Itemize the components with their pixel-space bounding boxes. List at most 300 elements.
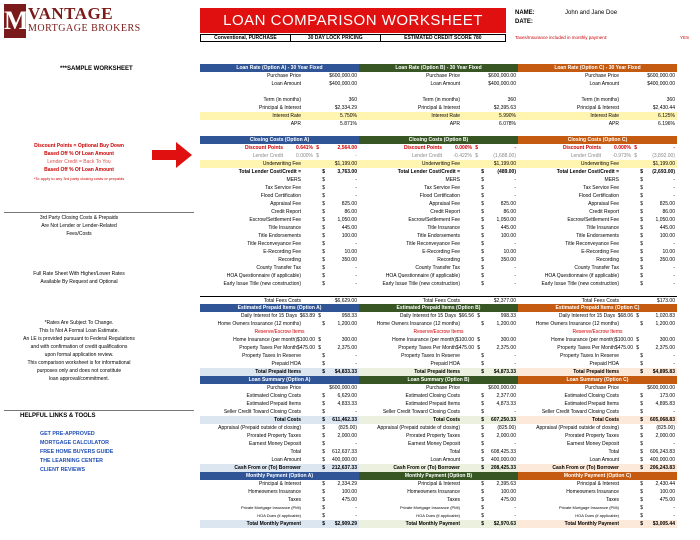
s_cash-value[interactable]: 206,243.83 [649,465,675,471]
disclaimer-6: This comparison worksheet is for informational [27,360,131,366]
rate-sheet-note-1: Full Rate Sheet With Higher/Lower Rates [33,271,125,277]
erecording-value[interactable]: 10.00 [503,249,516,255]
total_prepaid-value[interactable]: $4,873.33 [493,369,516,375]
s_cash-value[interactable]: 208,425.33 [490,465,516,471]
dollar-sign: $ [322,409,325,415]
county_tax-value[interactable]: - [514,265,516,271]
loan_amount-value[interactable]: $400,000.00 [488,81,516,87]
dollar-sign: $ [481,369,484,375]
early_issue-label: Early Issue Title (new construction) [382,281,460,287]
pmi-label: Private Mortgage Insurance (PMI) [399,505,460,510]
recording-value[interactable]: 350.00 [500,257,516,263]
prop_tax_reserve-label: Property Taxes In Reserve [242,353,301,359]
purchase_price-value[interactable]: $600,000.00 [329,73,357,79]
s_earnest-value[interactable]: - [514,441,516,447]
s_total-value[interactable]: 608,425.33 [490,449,516,455]
title_end-value[interactable]: 100.00 [341,233,357,239]
mp_hoi-value[interactable]: 100.00 [500,489,516,495]
row-appraisal_poc [518,424,677,432]
interest_rate-value[interactable]: 5.750% [340,113,357,119]
pi-value[interactable]: $2,395.63 [493,105,516,111]
dollar-sign: $ [322,281,325,287]
dollar-sign: $ [640,273,643,279]
lc_pct-value[interactable]: 0.000% [296,153,313,159]
underwriting-value[interactable]: $1,199.00 [652,161,675,167]
flood-value[interactable]: - [514,193,516,199]
dollar-sign: $ [634,153,637,159]
prepaid_hoa-value[interactable]: - [673,361,675,367]
s_purchase-value[interactable]: $600,000.00 [329,385,357,391]
s_seller-value[interactable]: - [355,409,357,415]
link-home-buyers-guide[interactable]: FREE HOME BUYERS GUIDE [40,449,114,455]
title_end-label: Title Endorsements [258,233,301,239]
apr-value[interactable]: 6.078% [499,121,516,127]
hoi_res_val-value: 300.00 [500,337,516,343]
row-pi [518,104,677,112]
dollar-sign: $ [636,345,639,351]
row-discount_points [200,144,359,152]
mp_total-value[interactable]: $3,005.44 [652,521,675,527]
total_monthly-label: Total Monthly Payment [246,521,301,527]
title_recon-value[interactable]: - [673,241,675,247]
credit_report-label: Credit Report [430,209,460,215]
s_seller-value[interactable]: - [673,409,675,415]
dollar-sign: $ [640,433,643,439]
cash_from_to-label: Cash From or (To) Borrower [552,465,619,471]
row-hoi_reserve [200,336,359,344]
row-prop_tax_reserve [359,352,518,360]
appraisal_poc-label: Appraisal (Prepaid outside of closing) [218,425,301,431]
interest_rate-value[interactable]: 5.990% [499,113,516,119]
dp_pct-value[interactable]: 0.641% [296,145,313,151]
row-tax_service [359,184,518,192]
dollar-sign: $ [322,265,325,271]
daily_rate-value[interactable]: $66.56 [458,313,474,319]
county_tax-value[interactable]: - [673,265,675,271]
row-loan_amount [200,456,359,464]
underwriting-label: Underwriting Fee [580,161,619,167]
mp_pmi-value[interactable]: - [514,505,516,511]
row-term [200,96,359,104]
dollar-sign: $ [481,409,484,415]
county_tax-label: County Transfer Tax [415,265,460,271]
dollar-sign: $ [640,209,643,215]
underwriting-value[interactable]: $1,199.00 [493,161,516,167]
term-value[interactable]: 360 [348,97,357,103]
row-sum_hdr: Loan Summary (Option B) [359,376,518,384]
row-mers [200,176,359,184]
discount_points-label: Discount Points [562,145,601,151]
row-credit_report [359,208,518,216]
row-lender_credit [359,152,518,160]
lender-credit-note-1: Lender Credit = Back To You [47,159,111,165]
row-recording [200,256,359,264]
escrow-value[interactable]: 1,050.00 [337,217,357,223]
row-loan_amount [518,80,677,88]
s_prepaid-value[interactable]: 4,895.83 [655,401,675,407]
total_prepaid-label: Total Prepaid Items [414,369,460,375]
county_tax-value[interactable]: - [355,265,357,271]
apr-value[interactable]: 6.196% [658,121,675,127]
early_issue-value[interactable]: - [514,281,516,287]
name-value[interactable]: John and Jane Doe [565,10,618,16]
daily_rate-value[interactable]: $63.89 [299,313,315,319]
link-mortgage-calculator[interactable]: MORTGAGE CALCULATOR [40,440,109,446]
purchase_price-value[interactable]: $600,000.00 [647,73,675,79]
tax_service-label: Tax Service Fee [583,185,619,191]
s_closing-value[interactable]: 173.00 [659,393,675,399]
logo-subtitle: MORTGAGE BROKERS [28,23,141,34]
mp_pi-value[interactable]: 2,395.63 [496,481,516,487]
escrow-value[interactable]: 1,050.00 [496,217,516,223]
hoa_q-value[interactable]: - [514,273,516,279]
s_loan-value[interactable]: 400,000.00 [649,457,675,463]
s_total_costs-value[interactable]: 607,250.33 [490,417,516,423]
erecording-value[interactable]: 10.00 [344,249,357,255]
dollar-sign: $ [322,225,325,231]
dollar-sign: $ [481,505,484,511]
dollar-sign: $ [481,265,484,271]
early_issue-value[interactable]: - [355,281,357,287]
lc_pct-value[interactable]: -0.422% [453,153,472,159]
dp_pct-value[interactable]: 0.000% [455,145,472,151]
est_closing-label: Estimated Closing Costs [405,393,460,399]
mp_taxes-value[interactable]: 475.00 [500,497,516,503]
dollar-sign: $ [640,369,643,375]
credit_report-value[interactable]: 86.00 [662,209,675,215]
taxes-label: Taxes [605,497,619,503]
dollar-sign: $ [640,393,643,399]
row-prepaid_hoa [200,360,359,368]
dollar-sign: $ [640,281,643,287]
pi-label: Principal & Interest [577,105,619,111]
title_end-value[interactable]: 100.00 [500,233,516,239]
lc_pct-value[interactable]: -0.973% [612,153,631,159]
hoi_reserve-label: Home Insurance (per month) [233,337,297,343]
hoi_res_rate-value[interactable]: $100.00 [614,337,633,343]
row-total_monthly [200,520,359,528]
est_prepaid-label: Estimated Prepaid Items [405,401,460,407]
row-cash_from_to [518,464,677,472]
s_appraisal-value[interactable]: (825.00) [338,425,357,431]
prepaid_hoa-label: Prepaid HOA [430,361,460,367]
cash_from_to-label: Cash From or (To) Borrower [234,465,301,471]
dollar-sign: $ [481,521,484,527]
row-total_fees [518,296,677,304]
term-value[interactable]: 360 [666,97,675,103]
hoi-value[interactable]: 1,200.00 [655,321,675,327]
mp_pi-value[interactable]: 2,334.29 [337,481,357,487]
logo [4,4,164,44]
dollar-sign: $ [316,145,319,151]
row-blank [200,128,359,136]
row-total_monthly [518,520,677,528]
disclaimer-2: This Is Not A Formal Loan Estimate. [39,328,119,334]
title_ins-value[interactable]: 445.00 [500,225,516,231]
pi-value[interactable]: $2,334.29 [334,105,357,111]
row-loan_amount [200,80,359,88]
row-title_ins [200,224,359,232]
dollar-sign: $ [640,361,643,367]
total_lender-value[interactable]: (489.00) [497,169,516,175]
early_issue-value[interactable]: - [673,281,675,287]
row-daily_interest [200,312,359,320]
dp_pct-value[interactable]: 0.000% [614,145,631,151]
link-get-pre-approved[interactable]: GET PRE-APPROVED [40,431,95,437]
appraisal-value[interactable]: 825.00 [500,201,516,207]
link-client-reviews[interactable]: CLIENT REVIEWS [40,467,86,473]
total_fees-value[interactable]: $6,629.00 [334,298,357,304]
row-underwriting [518,160,677,168]
row-term [359,96,518,104]
disclaimer-7: purposes only and does not constitute [36,368,122,374]
total_prepaid-value[interactable]: $4,895.83 [652,369,675,375]
title_end-label: Title Endorsements [417,233,460,239]
mp_hoa-value[interactable]: - [514,513,516,519]
row-earnest [200,440,359,448]
row-purchase_price [200,72,359,80]
term-label: Term (in months) [422,97,460,103]
title_recon-value[interactable]: - [514,241,516,247]
daily_rate-value[interactable]: $68.06 [617,313,633,319]
dollar-sign: $ [322,433,325,439]
total_fees-value[interactable]: $2,377.00 [493,298,516,304]
underwriting-label: Underwriting Fee [421,161,460,167]
dollar-sign: $ [481,257,484,263]
hoi_res_val-value: 300.00 [659,337,675,343]
mp_pmi-value[interactable]: - [673,505,675,511]
mp_hoa-value[interactable]: - [355,513,357,519]
mers-label: MERS [286,177,301,183]
dollar-sign: $ [481,281,484,287]
title_end-value[interactable]: 100.00 [659,233,675,239]
row-total_lender [518,168,677,176]
flood-value[interactable]: - [355,193,357,199]
tax_rate-value[interactable]: $475.00 [455,345,474,351]
s_loan-value[interactable]: 400,000.00 [490,457,516,463]
row-purchase_price [518,384,677,392]
row-total_prepaid [518,368,677,376]
hoi_res_rate-value[interactable]: $100.00 [296,337,315,343]
homeowners_ins-label: Homeowners Insurance [248,489,301,495]
prepaid_hoa-label: Prepaid HOA [271,361,301,367]
total_prepaid-value[interactable]: $4,833.33 [334,369,357,375]
tax_rate-value[interactable]: $475.00 [614,345,633,351]
s_closing-value[interactable]: 6,629.00 [337,393,357,399]
row-hoi [200,320,359,328]
s_total_costs-value[interactable]: 605,068.83 [649,417,675,423]
dollar-sign: $ [640,521,643,527]
s_purchase-value[interactable]: $600,000.00 [647,385,675,391]
total_lender-label: Total Lender Cost/Credit = [397,169,460,175]
tax_service-value[interactable]: - [355,185,357,191]
sample-label: ***SAMPLE WORKSHEET [60,66,133,72]
row-underwriting [359,160,518,168]
mp_taxes-value[interactable]: 475.00 [659,497,675,503]
appraisal-value[interactable]: 825.00 [341,201,357,207]
discount_points-label: Discount Points [403,145,442,151]
s_prorated-value[interactable]: 2,000.00 [337,433,357,439]
row-erecording [518,248,677,256]
s_seller-value[interactable]: - [514,409,516,415]
underwriting-value[interactable]: $1,199.00 [334,161,357,167]
s_cash-value[interactable]: 212,637.33 [331,465,357,471]
row-cash_from_to [200,464,359,472]
total_fees-value[interactable]: $173.00 [656,298,675,304]
early_issue-label: Early Issue Title (new construction) [541,281,619,287]
title_recon-label: Title Reconveyance Fee [565,241,619,247]
mers-value[interactable]: - [355,177,357,183]
tax_service-value[interactable]: - [514,185,516,191]
mp_taxes-value[interactable]: 475.00 [341,497,357,503]
prop_tax_reserve-value[interactable]: - [355,353,357,359]
s_appraisal-value[interactable]: (825.00) [656,425,675,431]
interest_rate-value[interactable]: 6.125% [658,113,675,119]
total_lender-value[interactable]: (2,693.00) [652,169,675,175]
lc_val-value: (3,892.00) [652,153,675,159]
dollar-sign: $ [640,249,643,255]
recording-value[interactable]: 350.00 [659,257,675,263]
mp_hoi-value[interactable]: 100.00 [659,489,675,495]
recording-value[interactable]: 350.00 [341,257,357,263]
option-c-column [518,64,677,528]
mp_pmi-value[interactable]: - [355,505,357,511]
dollar-sign: $ [640,505,643,511]
credit_report-value[interactable]: 86.00 [503,209,516,215]
row-homeowners_ins [518,488,677,496]
prepaid_hoa-value[interactable]: - [355,361,357,367]
hoi-label: Home Owners Insurance (12 months) [376,321,460,327]
mp_total-value[interactable]: $2,909.29 [334,521,357,527]
title_recon-value[interactable]: - [355,241,357,247]
pi-label: Principal & Interest [259,481,301,487]
pi-value[interactable]: $2,430.44 [652,105,675,111]
total_fees-label: Total Fees Costs [581,298,619,304]
s_prepaid-value[interactable]: 4,833.33 [337,401,357,407]
mp_total-value[interactable]: $2,970.63 [493,521,516,527]
hoi-value[interactable]: 1,200.00 [337,321,357,327]
flood-label: Flood Certification [260,193,301,199]
mp_pi-value[interactable]: 2,430.44 [655,481,675,487]
option-a-column [200,64,359,528]
prop_tax_reserve-value[interactable]: - [514,353,516,359]
hoa_q-value[interactable]: - [673,273,675,279]
s_earnest-value[interactable]: - [355,441,357,447]
link-learning-center[interactable]: THE LEARNING CENTER [40,458,103,464]
tax_rate-value[interactable]: $475.00 [296,345,315,351]
dollar-sign: $ [322,441,325,447]
apr-value[interactable]: 5.871% [340,121,357,127]
s_closing-value[interactable]: 2,377.00 [496,393,516,399]
dollar-sign: $ [322,321,325,327]
dollar-sign: $ [640,225,643,231]
s_loan-value[interactable]: 400,000.00 [331,457,357,463]
dollar-sign: $ [640,233,643,239]
dollar-sign: $ [640,417,643,423]
dollar-sign: $ [322,401,325,407]
prop_tax_reserve-value[interactable]: - [673,353,675,359]
s_prorated-value[interactable]: 2,000.00 [655,433,675,439]
dollar-sign: $ [481,457,484,463]
loan_amount-value[interactable]: $400,000.00 [329,81,357,87]
hoa_dues-label: HOA Dues (if applicable) [416,513,460,518]
earnest-label: Earnest Money Deposit [408,441,460,447]
tax_val-value: 2,375.00 [496,345,516,351]
title_ins-value[interactable]: 445.00 [341,225,357,231]
s_earnest-value[interactable]: - [673,441,675,447]
s_total-value[interactable]: 606,243.83 [649,449,675,455]
row-cc_hdr: Closing Costs (Option A) [200,136,359,144]
row-escrow [200,216,359,224]
s_appraisal-value[interactable]: (825.00) [497,425,516,431]
total_costs-label: Total Costs [592,417,619,423]
row-pi [359,104,518,112]
taxes-label: Taxes [287,497,301,503]
dollar-sign: $ [640,489,643,495]
row-apr [200,120,359,128]
prepaid_hoa-value[interactable]: - [514,361,516,367]
row-appraisal [200,200,359,208]
loan_amount-value[interactable]: $400,000.00 [647,81,675,87]
lender-credit-note-2: Based Off % Of Loan Amount [44,167,114,173]
title_ins-value[interactable]: 445.00 [659,225,675,231]
hoi_res_rate-value[interactable]: $100.00 [455,337,474,343]
dollar-sign: $ [322,465,325,471]
dollar-sign: $ [477,313,480,319]
row-discount_points [518,144,677,152]
hoi-value[interactable]: 1,200.00 [496,321,516,327]
recording-label: Recording [596,257,619,263]
hoa_q-value[interactable]: - [355,273,357,279]
row-loan_amount [518,456,677,464]
s_purchase-value[interactable]: $600,000.00 [488,385,516,391]
mers-value[interactable]: - [514,177,516,183]
appraisal_poc-label: Appraisal (Prepaid outside of closing) [536,425,619,431]
daily_val-value: 998.33 [500,313,516,319]
loan_amount-label: Loan Amount [430,81,460,87]
name-label: NAME: [515,10,535,16]
mp_hoa-value[interactable]: - [673,513,675,519]
loan_amount-label: Loan Amount [271,81,301,87]
row-county_tax [518,264,677,272]
interest_rate-label: Interest Rate [431,113,460,119]
tax_service-value[interactable]: - [673,185,675,191]
purchase_price-value[interactable]: $600,000.00 [488,73,516,79]
flood-value[interactable]: - [673,193,675,199]
row-prepaid_hdr: Estimated Prepaid Items (Option B) [359,304,518,312]
term-value[interactable]: 360 [507,97,516,103]
dollar-sign: $ [481,193,484,199]
appraisal-value[interactable]: 825.00 [659,201,675,207]
recording-label: Recording [278,257,301,263]
daily_val-value: 1,020.83 [655,313,675,319]
total_lender-value[interactable]: 3,763.00 [337,169,357,175]
s_total-value[interactable]: 612,637.33 [331,449,357,455]
s_total_costs-value[interactable]: 611,462.33 [332,417,357,423]
credit_report-value[interactable]: 86.00 [344,209,357,215]
erecording-value[interactable]: 10.00 [662,249,675,255]
dollar-sign: $ [640,457,643,463]
dollar-sign: $ [640,465,643,471]
mers-value[interactable]: - [673,177,675,183]
row-prop_tax_reserve [200,352,359,360]
mp_hoi-value[interactable]: 100.00 [341,489,357,495]
s_prorated-value[interactable]: 2,000.00 [496,433,516,439]
s_prepaid-value[interactable]: 4,873.33 [496,401,516,407]
prop_tax_reserve-label: Property Taxes In Reserve [560,353,619,359]
escrow-value[interactable]: 1,050.00 [655,217,675,223]
hoi_reserve-label: Home Insurance (per month) [392,337,456,343]
